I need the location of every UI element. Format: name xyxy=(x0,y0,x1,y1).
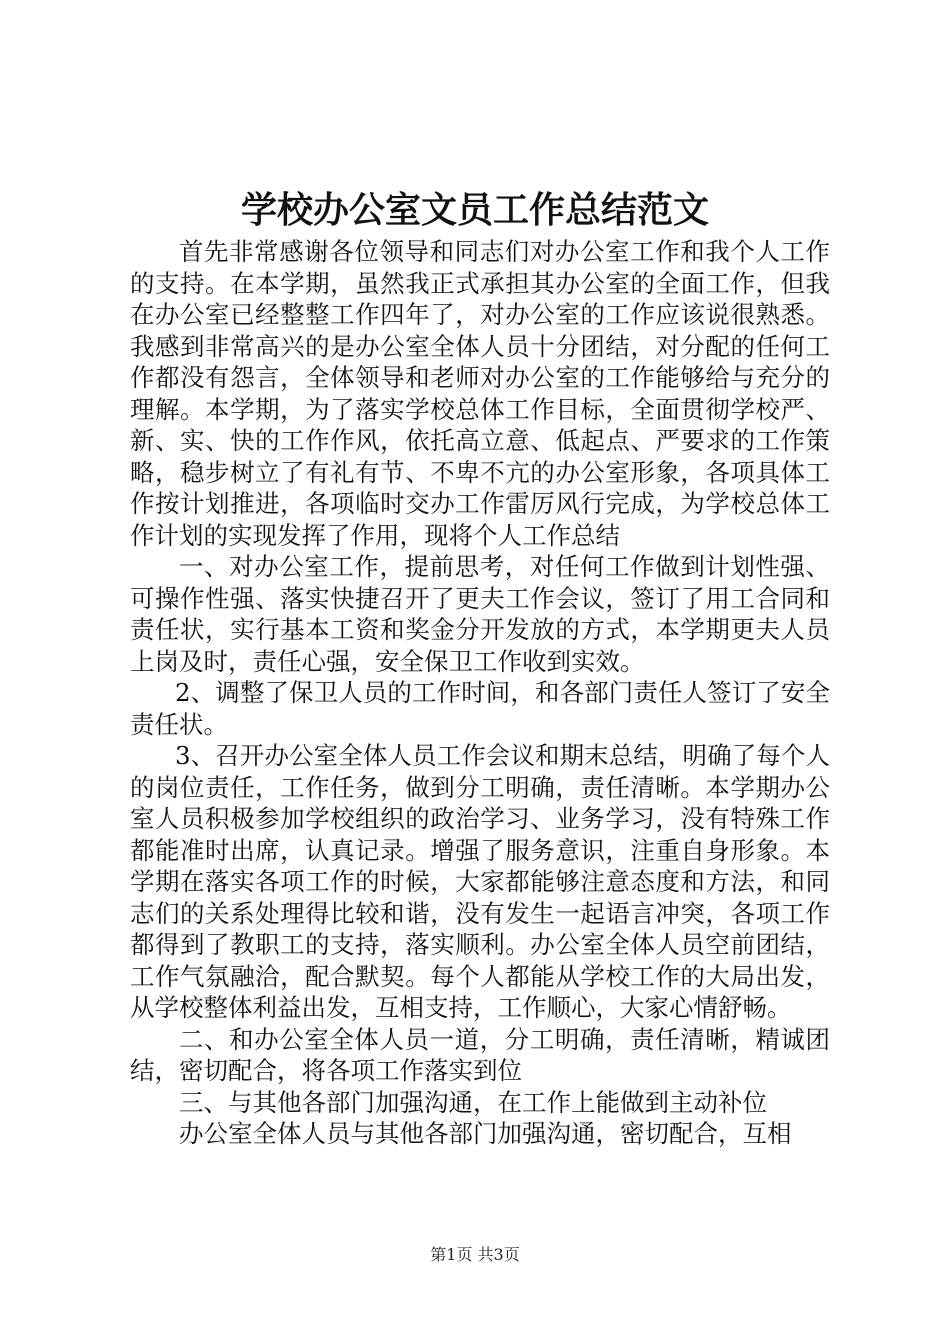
paragraph-section-1: 一、对办公室工作，提前思考，对任何工作做到计划性强、可操作性强、落实快捷召开了更夫工作会议，签订了用工合同和责任状，实行基本工资和奖金分开发放的方式，本学期更夫人员上岗及时，责任心强，安全保卫工作收到实效。 xyxy=(130,552,830,676)
paragraph-section-3-body: 办公室全体人员与其他各部门加强沟通，密切配合，互相 xyxy=(179,1119,792,1148)
page-footer: 第1页 共3页 xyxy=(430,1245,520,1264)
paragraph-intro: 首先非常感谢各位领导和同志们对办公室工作和我个人工作的支持。在本学期，虽然我正式承担其办公室的全面工作，但我在办公室已经整整工作四年了，对办公室的工作应该说很熟悉。我感到非常高兴的是办公室全体人员十分团结，对分配的任何工作都没有怨言，全体领导和老师对办公室的工作能够给与充分的理解。本学期，为了落实学校总体工作目标，全面贯彻学校严、新、实、快的工作作风，依托高立意、低起点、严要求的工作策略，稳步树立了有礼有节、不卑不亢的办公室形象，各项具体工作按计划推进，各项临时交办工作雷厉风行完成，为学校总体工作计划的实现发挥了作用，现将个人工作总结 xyxy=(130,237,830,550)
paragraph-section-2: 二、和办公室全体人员一道，分工明确，责任清晰，精诚团结，密切配合，将各项工作落实到位 xyxy=(130,1024,830,1085)
paragraph-section-3: 三、与其他各部门加强沟通，在工作上能做到主动补位 xyxy=(179,1087,767,1117)
document-title: 学校办公室文员工作总结范文 xyxy=(240,189,709,231)
document-body xyxy=(130,236,830,1150)
paragraph-item-3: 3、召开办公室全体人员工作会议和期末总结，明确了每个人的岗位责任，工作任务，做到分工明确，责任清晰。本学期办公室人员积极参加学校组织的政治学习、业务学习，没有特殊工作都能准时出席，认真记录。增强了服务意识，注重自身形象。本学期在落实各项工作的时候，大家都能够注意态度和方法，和同志们的关系处理得比较和谐，没有发生一起语言冲突，各项工作都得到了教职工的支持，落实顺利。办公室全体人员空前团结，工作气氛融洽，配合默契。每个人都能从学校工作的大局出发，从学校整体利益出发，互相支持，工作顺心，大家心情舒畅。 xyxy=(130,741,830,1022)
paragraph-item-2: 2、调整了保卫人员的工作时间，和各部门责任人签订了安全责任状。 xyxy=(130,678,830,739)
